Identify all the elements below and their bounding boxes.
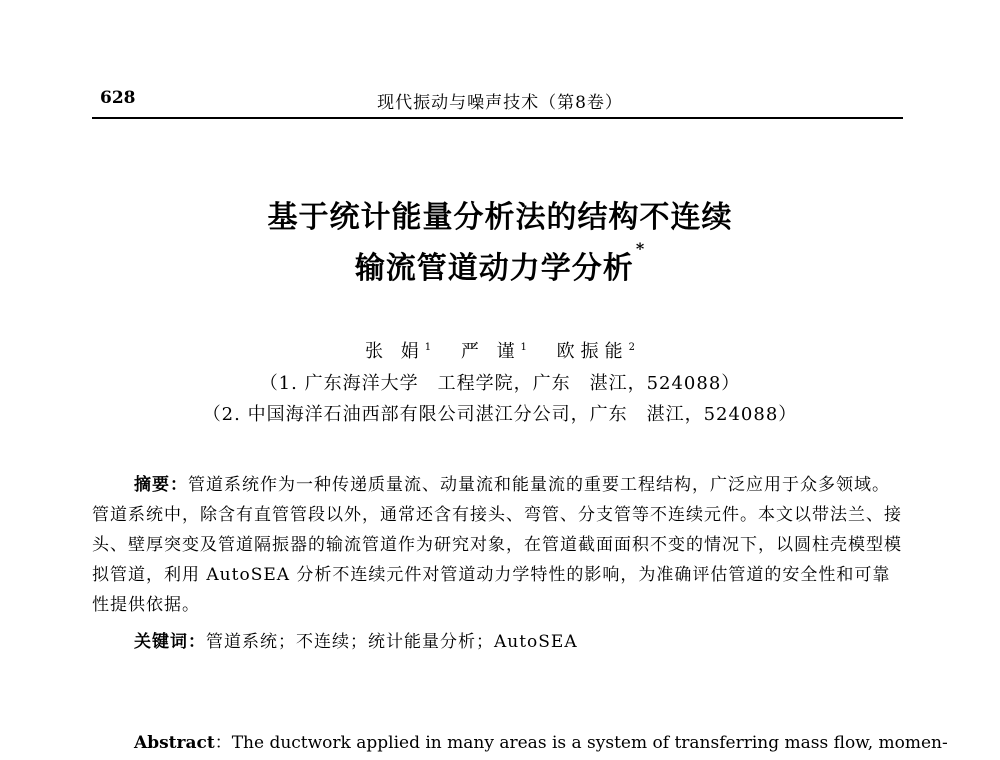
author-affiliation-mark: 1 (424, 342, 432, 353)
abstract-english-label: Abstract (134, 733, 215, 753)
keywords-text: 管道系统；不连续；统计能量分析；AutoSEA (206, 632, 578, 652)
affiliation-2: （2. 中国海洋石油西部有限公司湛江分公司，广东 湛江，524088） (202, 404, 798, 425)
running-header-title: 现代振动与噪声技术（第8卷） (377, 93, 623, 113)
author (461, 341, 527, 362)
abstract-english-separator: ： (214, 733, 232, 753)
author-name: 欧振能 (556, 341, 629, 362)
author-list (0, 337, 1000, 363)
paper-title-line-2-text: 输流管道动力学分析 (354, 251, 634, 286)
keywords-label: 关键词： (134, 632, 206, 652)
title-footnote-mark: * (635, 239, 646, 258)
author (365, 341, 431, 362)
abstract-english (134, 728, 948, 753)
author (557, 341, 635, 362)
paper-title-line-2 (0, 239, 1000, 287)
abstract-english-text: The ductwork applied in many areas is a system of transferring mass flow, momen- (231, 733, 948, 753)
keywords (134, 627, 578, 652)
abstract-chinese-text: 管道系统作为一种传递质量流、动量流和能量流的重要工程结构，广泛应用于众多领域。管道系统中，除含有直管管段以外，通常还含有接头、弯管、分支管等不连续元件。本文以带法兰、接头、壁厚突变及管道隔振器的输流管道作为研究对象，在管道截面面积不变的情况下，以圆柱壳模型模拟管道，利用 AutoSEA 分析不连续元件对管道动力学特性的影响，为准确评估管道的安全性和可靠性提供依据。 (92, 475, 902, 615)
author-affiliation-mark: 1 (520, 342, 527, 353)
abstract-chinese-label: 摘要： (134, 475, 188, 495)
header-rule (92, 117, 903, 119)
author-name: 张 娟 (364, 341, 425, 362)
abstract-chinese (92, 470, 904, 620)
affiliation-1: （1. 广东海洋大学 工程学院，广东 湛江，524088） (259, 373, 741, 394)
author-affiliation-mark: 2 (628, 342, 636, 353)
author-name: 严 谨 (460, 341, 521, 362)
paper-title-line-1: 基于统计能量分析法的结构不连续 (267, 200, 733, 235)
page-number: 628 (100, 88, 136, 108)
